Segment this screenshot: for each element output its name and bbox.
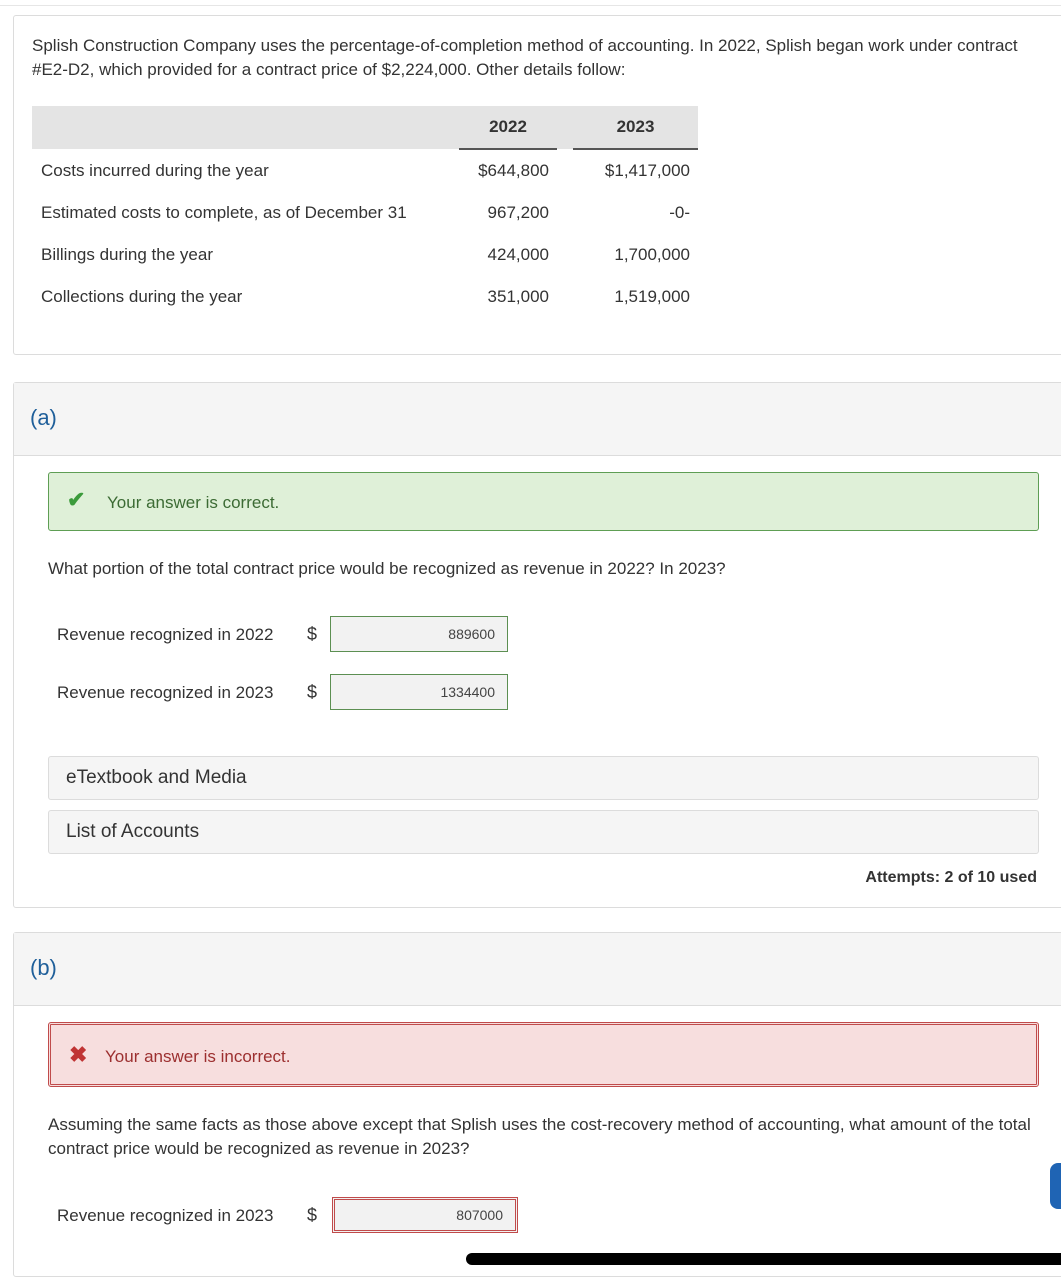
bottom-scroll-bar[interactable] xyxy=(466,1253,1061,1265)
cell-2022: 351,000 xyxy=(487,287,549,306)
top-divider xyxy=(0,5,1061,6)
cell-2023: $1,417,000 xyxy=(604,161,690,180)
cell-gap xyxy=(557,276,573,318)
table-row xyxy=(32,276,698,318)
problem-panel xyxy=(13,15,1061,355)
cell-gap xyxy=(443,276,459,318)
cell-2022: $644,800 xyxy=(478,161,549,180)
row-label: Estimated costs to complete, as of December 31 xyxy=(41,203,407,222)
cell-gap xyxy=(557,234,573,276)
x-icon: ✖ xyxy=(69,1042,88,1067)
check-icon: ✔ xyxy=(67,487,86,512)
part-a-letter: (a) xyxy=(30,405,57,430)
cell-gap xyxy=(443,234,459,276)
currency-symbol: $ xyxy=(307,624,318,644)
part-b-question: Assuming the same facts as those above except that Splish uses the cost-recovery method of accounting, what amount of the total contract price would be recognized as revenue in 2023? xyxy=(48,1115,1031,1158)
cell-gap xyxy=(443,192,459,234)
cell-gap xyxy=(557,149,573,192)
cell-2023: 1,700,000 xyxy=(614,245,690,264)
attempts-counter: Attempts: 2 of 10 used xyxy=(865,869,1037,886)
table-row xyxy=(32,192,698,234)
problem-text: Splish Construction Company uses the percentage-of-completion method of accounting. In 2022, Splish began work under contract #E2-D2, which provided for a contract price of $2,224,000. Other details follow: xyxy=(32,36,1018,79)
row-label: Billings during the year xyxy=(41,245,213,264)
table-header-2023: 2023 xyxy=(573,106,698,149)
table-header-blank xyxy=(32,106,443,149)
incorrect-banner xyxy=(48,1022,1039,1087)
cell-gap xyxy=(557,192,573,234)
list-of-accounts-label: List of Accounts xyxy=(66,821,200,842)
part-a-header xyxy=(14,383,1061,456)
table-header-row xyxy=(32,106,698,149)
table-row xyxy=(32,149,698,192)
table-row xyxy=(32,234,698,276)
correct-message: Your answer is correct. xyxy=(107,493,280,512)
cell-2022: 967,200 xyxy=(487,203,549,222)
table-header-2022: 2022 xyxy=(459,106,557,149)
part-b-letter: (b) xyxy=(30,955,57,980)
table-header-gap xyxy=(557,106,573,149)
correct-banner xyxy=(48,472,1039,531)
part-b-header xyxy=(14,933,1061,1006)
row-label: Costs incurred during the year xyxy=(41,160,269,180)
cell-2023: 1,519,000 xyxy=(614,287,690,306)
part-a-section xyxy=(13,382,1061,908)
side-help-tab[interactable] xyxy=(1050,1163,1061,1209)
table-header-gap xyxy=(443,106,459,149)
etextbook-media-button[interactable] xyxy=(48,756,1039,800)
incorrect-message: Your answer is incorrect. xyxy=(105,1047,291,1066)
cell-2023: -0- xyxy=(669,203,690,222)
part-a-question: What portion of the total contract price would be recognized as revenue in 2022? In 2023? xyxy=(48,559,726,578)
cell-2022: 424,000 xyxy=(487,245,549,264)
cost-recovery-revenue-2023-input[interactable] xyxy=(332,1197,518,1233)
part-b-section xyxy=(13,932,1061,1277)
answer-label: Revenue recognized in 2023 xyxy=(57,1206,274,1225)
revenue-2022-input[interactable] xyxy=(330,616,508,652)
currency-symbol: $ xyxy=(307,682,318,702)
answer-label: Revenue recognized in 2022 xyxy=(57,625,274,644)
row-label: Collections during the year xyxy=(41,287,243,306)
cell-gap xyxy=(443,149,459,192)
currency-symbol: $ xyxy=(307,1205,318,1225)
etextbook-label: eTextbook and Media xyxy=(66,767,247,788)
revenue-2023-input[interactable] xyxy=(330,674,508,710)
answer-label: Revenue recognized in 2023 xyxy=(57,683,274,702)
list-of-accounts-button[interactable] xyxy=(48,810,1039,854)
contract-details-table xyxy=(32,106,698,318)
